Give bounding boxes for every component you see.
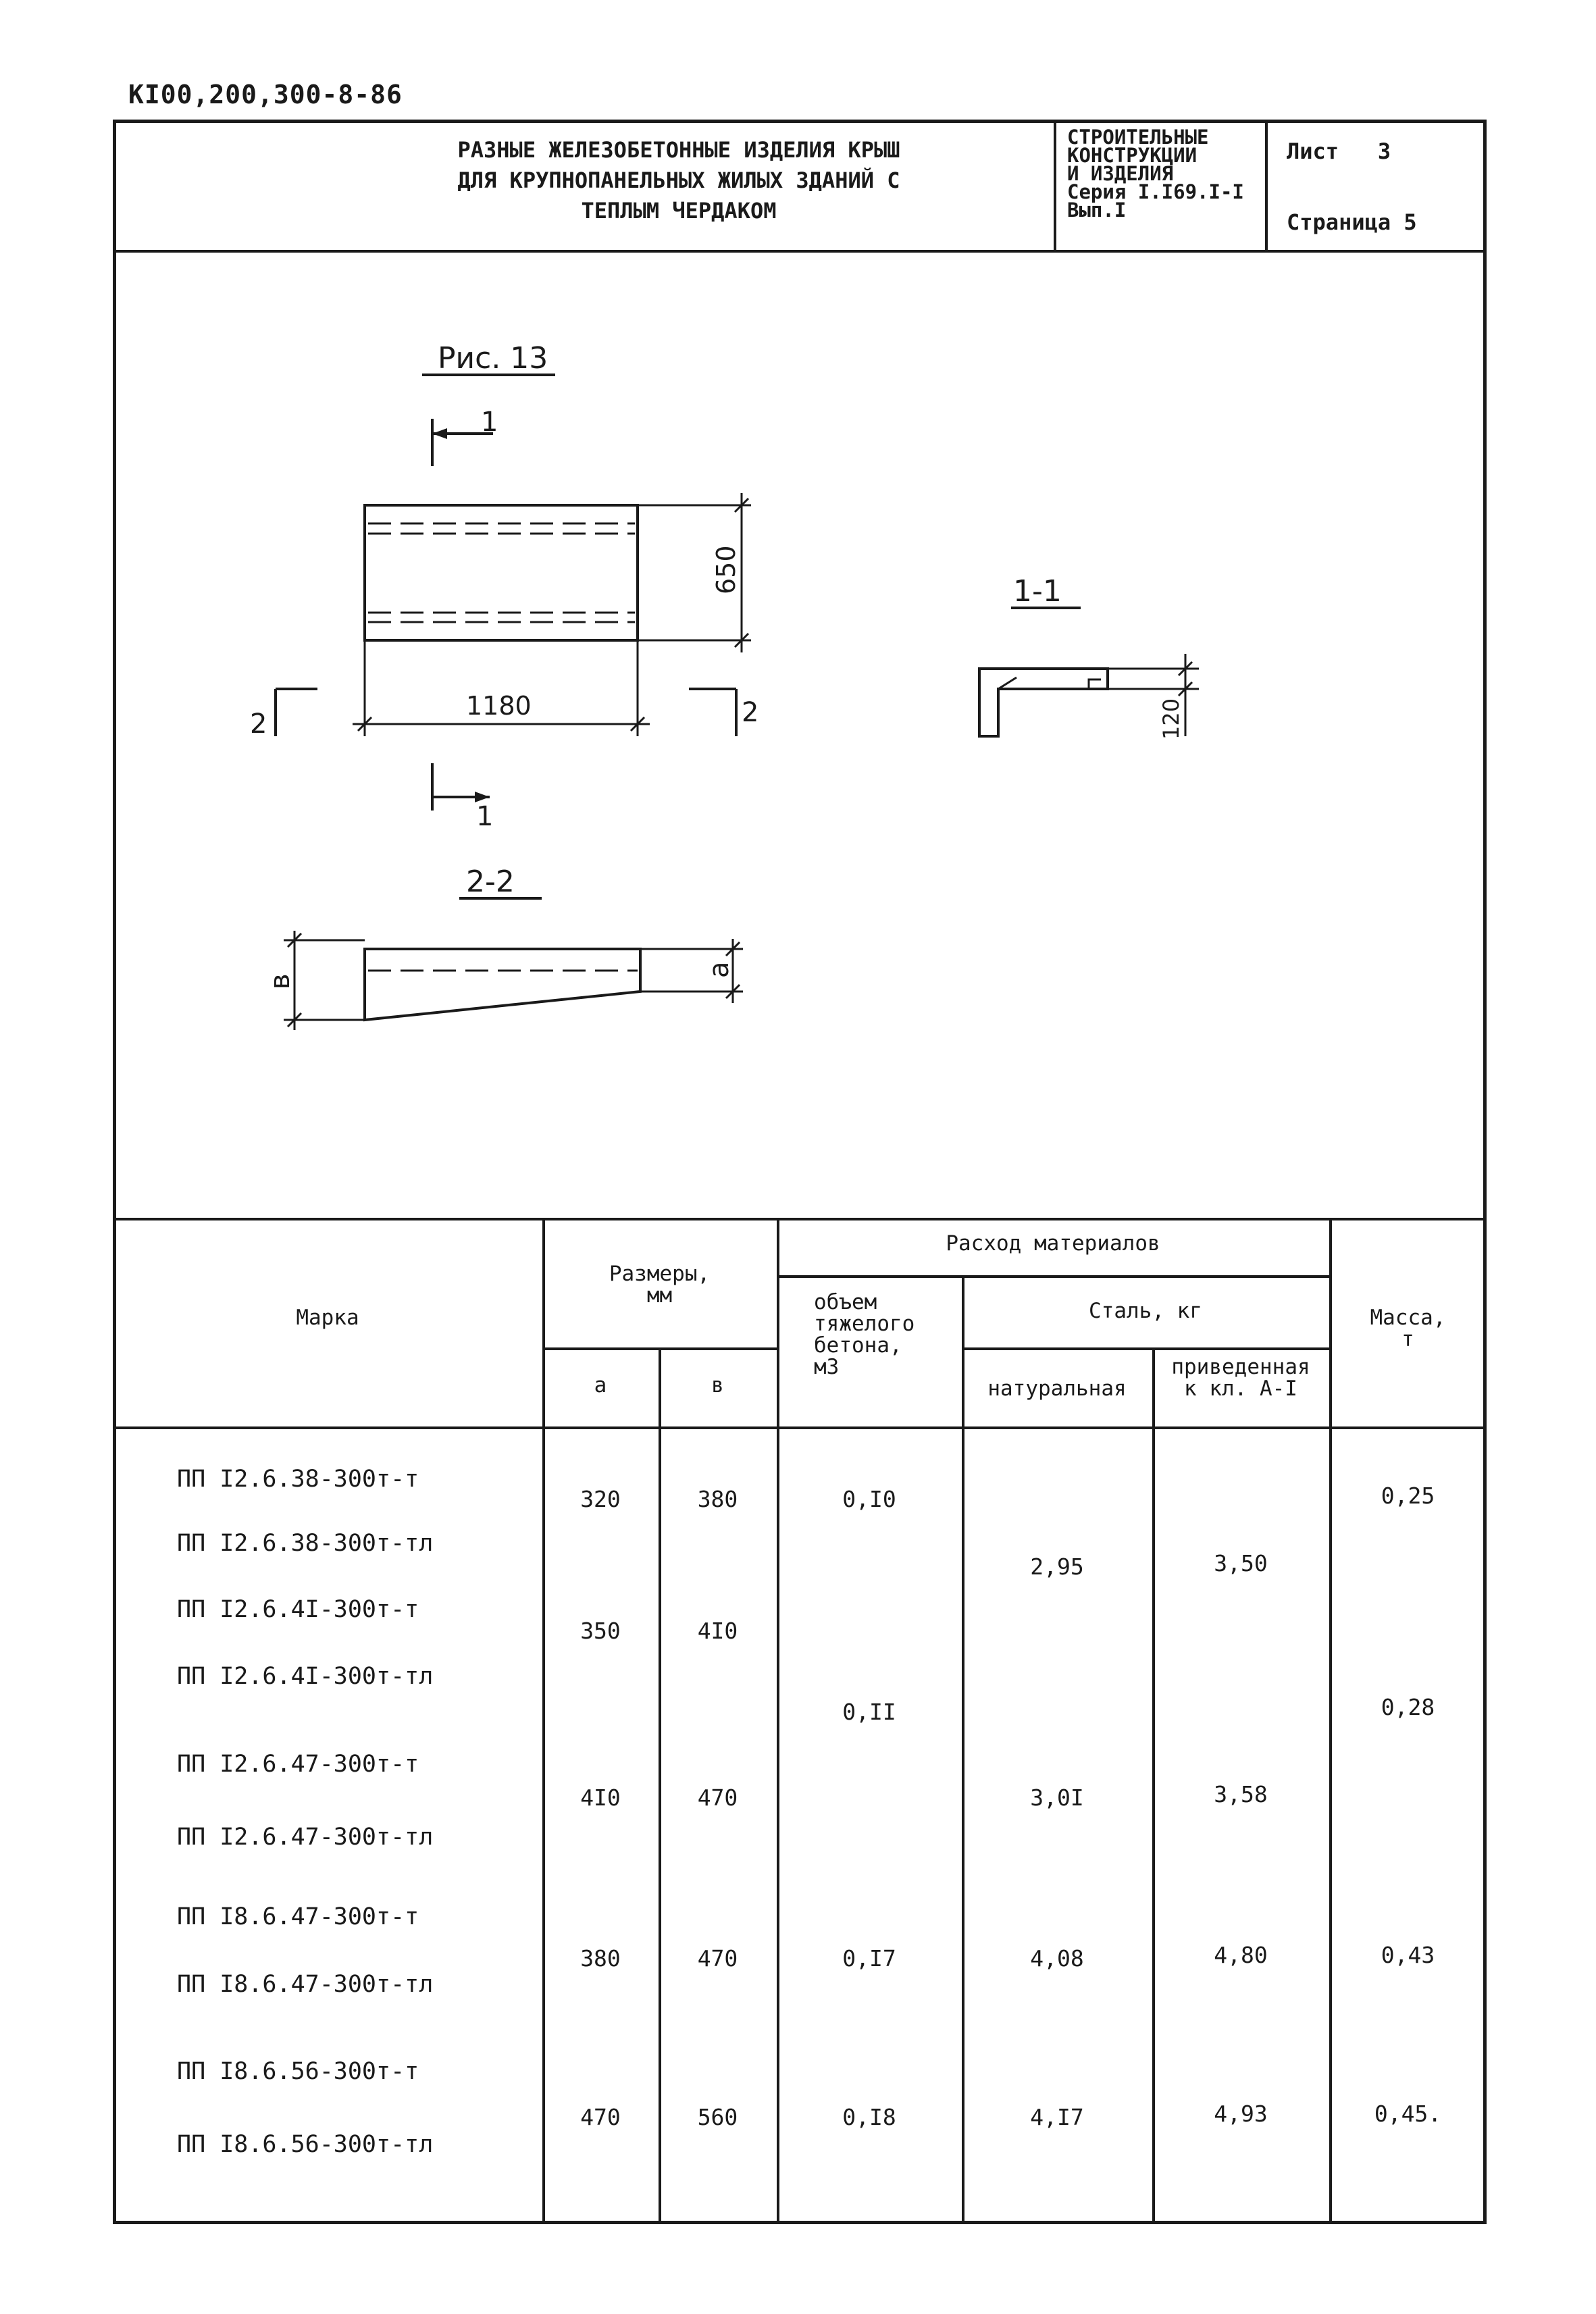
table-consumption-line: [777, 1275, 1329, 1278]
table-row-mark-7: ПП I8.6.47-300т-т: [177, 1903, 419, 1930]
size-b-value-1: 380: [697, 1486, 738, 1512]
size-b-value-3: 470: [697, 1784, 738, 1811]
col-divider-sizes: [542, 1218, 545, 2224]
mark-2-right: 2: [742, 697, 759, 728]
series-line-5: Вып.I: [1067, 199, 1127, 222]
size-a-value-5: 470: [580, 2104, 621, 2130]
table-row-mark-9: ПП I8.6.56-300т-т: [177, 2058, 419, 2085]
header-steel-reduced: [1152, 1356, 1329, 1399]
concrete-value-1: 0,I0: [842, 1486, 896, 1512]
plan-view-rect: [365, 505, 638, 640]
section-1-title: 1-1: [1013, 574, 1062, 609]
series-line-3: И ИЗДЕЛИЯ: [1067, 162, 1174, 185]
title-line-3: ТЕПЛЫМ ЧЕРДАКОМ: [581, 198, 777, 224]
steel-reduced-value-4: 4,93: [1214, 2101, 1268, 2127]
table-row-mark-5: ПП I2.6.47-300т-т: [177, 1751, 419, 1778]
header-mass: [1329, 1307, 1487, 1350]
mass-value-2: 0,28: [1381, 1694, 1435, 1720]
page-number: Страница 5: [1287, 209, 1417, 235]
mass-value-3: 0,43: [1381, 1942, 1435, 1968]
steel-reduced-value-1: 3,50: [1214, 1550, 1268, 1576]
steel-reduced-value-2: 3,58: [1214, 1781, 1268, 1807]
mass-value-4: 0,45.: [1374, 2101, 1442, 2127]
steel-reduced-value-3: 4,80: [1214, 1942, 1268, 1968]
table-row-mark-2: ПП I2.6.38-300т-тл: [177, 1530, 434, 1557]
header-steel-natural: натуральная: [987, 1377, 1127, 1401]
dim-section-height-label: 120: [1158, 698, 1184, 740]
concrete-value-2: 0,II: [842, 1699, 896, 1725]
size-b-value-2: 4I0: [697, 1618, 738, 1644]
document-code: КI00,200,300-8-86: [128, 80, 403, 109]
header-concrete-line-4: м3: [814, 1355, 840, 1379]
size-a-value-2: 350: [580, 1618, 621, 1644]
table-row-mark-6: ПП I2.6.47-300т-тл: [177, 1824, 434, 1851]
header-sizes: [542, 1263, 777, 1306]
header-concrete-line-3: бетона,: [814, 1333, 902, 1358]
table-row-mark-8: ПП I8.6.47-300т-тл: [177, 1971, 434, 1998]
mass-value-1: 0,25: [1381, 1483, 1435, 1509]
series-line-1: СТРОИТЕЛЬНЫЕ: [1067, 126, 1209, 149]
header-concrete-line-2: тяжелого: [814, 1312, 915, 1336]
size-a-value-1: 320: [580, 1486, 621, 1512]
header-consumption: Расход материалов: [946, 1231, 1160, 1256]
table-header-bottom-line: [113, 1426, 1487, 1429]
series-line-2: КОНСТРУКЦИИ: [1067, 144, 1198, 167]
size-b-value-5: 560: [697, 2104, 738, 2130]
header-steel-reduced-line-1: приведенная: [1171, 1355, 1310, 1379]
header-mass-line-2: т: [1401, 1327, 1414, 1352]
table-steel-subhead-line: [962, 1347, 1329, 1350]
size-b-value-4: 470: [697, 1945, 738, 1972]
header-sizes-line-2: мм: [646, 1283, 673, 1308]
header-size-b: в: [711, 1373, 724, 1397]
concrete-value-4: 0,I8: [842, 2104, 896, 2130]
mark-1-top: 1: [481, 407, 498, 438]
header-steel-reduced-line-2: к кл. А-I: [1184, 1377, 1297, 1401]
table-row-mark-3: ПП I2.6.4I-300т-т: [177, 1596, 419, 1623]
header-sizes-line-1: Размеры,: [609, 1262, 711, 1286]
section-2-profile: [365, 949, 640, 1020]
header-concrete: [777, 1291, 962, 1378]
header-concrete-line-1: объем: [814, 1290, 877, 1314]
table-top-line: [113, 1218, 1487, 1220]
dim-b-label: в: [265, 973, 296, 989]
dim-a-label: а: [704, 961, 735, 978]
size-a-value-3: 4I0: [580, 1784, 621, 1811]
steel-natural-value-3: 4,08: [1030, 1945, 1084, 1972]
section-2-title: 2-2: [466, 865, 515, 899]
col-divider-steel-nat: [962, 1275, 964, 2224]
table-row-mark-1: ПП I2.6.38-300т-т: [177, 1466, 419, 1493]
mark-2-left: 2: [250, 709, 267, 740]
section-1-chamfer: [998, 677, 1016, 689]
title-line-2: ДЛЯ КРУПНОПАНЕЛЬНЫХ ЖИЛЫХ ЗДАНИЙ С: [457, 168, 900, 193]
concrete-value-3: 0,I7: [842, 1945, 896, 1972]
table-row-mark-4: ПП I2.6.4I-300т-тл: [177, 1663, 434, 1690]
header-steel: Сталь, кг: [1089, 1299, 1202, 1323]
figure-title: Рис. 13: [438, 341, 548, 376]
header-mass-line-1: Масса,: [1370, 1306, 1446, 1330]
dim-height-label: 650: [711, 545, 741, 594]
sheet-value: 3: [1377, 138, 1391, 164]
dim-width-label: 1180: [466, 691, 532, 721]
table-row-mark-10: ПП I8.6.56-300т-тл: [177, 2131, 434, 2158]
sheet-label: Лист: [1287, 138, 1339, 164]
header-size-a: а: [594, 1373, 607, 1397]
section-1-notch: [1089, 679, 1101, 688]
steel-natural-value-1: 2,95: [1030, 1553, 1084, 1580]
header-marka: Марка: [296, 1306, 359, 1330]
mark-1-bottom: 1: [476, 801, 494, 832]
steel-natural-value-2: 3,0I: [1030, 1784, 1084, 1811]
steel-natural-value-4: 4,I7: [1030, 2104, 1084, 2130]
title-line-1: РАЗНЫЕ ЖЕЛЕЗОБЕТОННЫЕ ИЗДЕЛИЯ КРЫШ: [457, 137, 900, 163]
col-divider-mass: [1329, 1218, 1332, 2224]
section-arrow-head-top: [432, 428, 447, 439]
size-a-value-4: 380: [580, 1945, 621, 1972]
series-line-4: Серия I.I69.I-I: [1067, 180, 1244, 203]
